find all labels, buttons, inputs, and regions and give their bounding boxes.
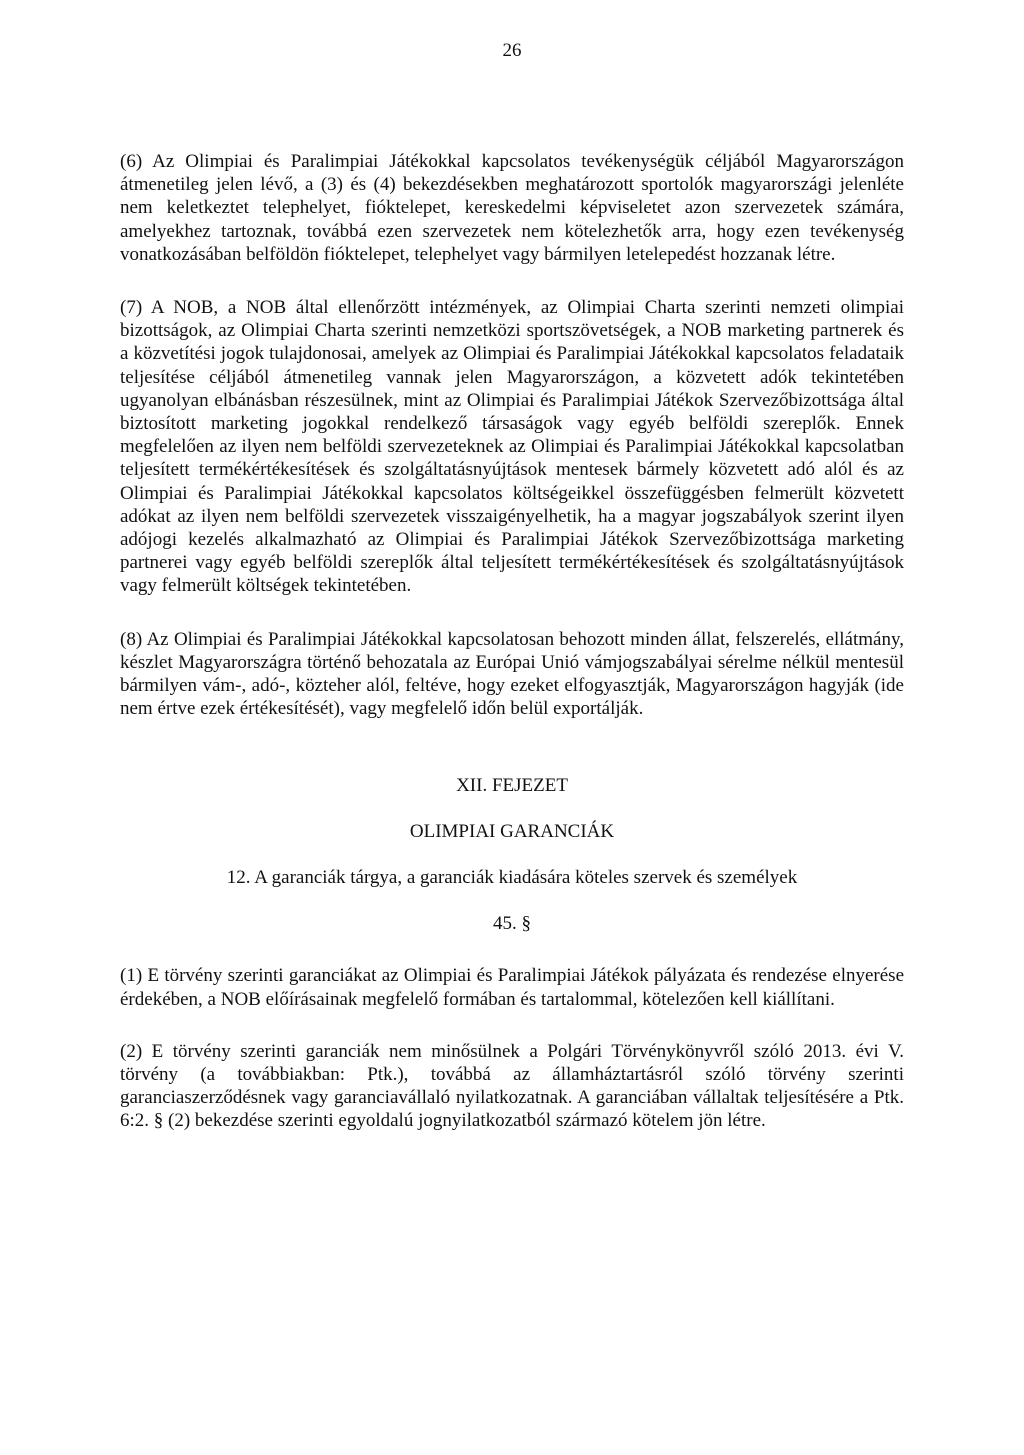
- chapter-subtitle: 12. A garanciák tárgya, a garanciák kiadására köteles szervek és személyek: [226, 867, 798, 889]
- chapter-number: XII. FEJEZET: [456, 775, 568, 797]
- paragraph-7: (7) A NOB, a NOB által ellenőrzött intézmények, az Olimpiai Charta szerinti nemzeti olimpiai bizottságok, az Olimpiai Charta szerinti nemzetközi sportszövetségek, a NOB marketing partnerek és a közvetítési jogok tulajdonosai, amelyek az Olimpiai és Paralimpiai Játékokkal kapcsolatos feladataik teljesítése céljából átmenetileg vannak jelen Magyarországon, a közvetett adók tekintetében ugyanolyan elbánásban részesülnek, mint az Olimpiai és Paralimpiai Játékok Szervezőbizottsága által biztosított marketing jogokkal rendelkező társaságok vagy egyéb belföldi szereplők. Ennek megfelelően az ilyen nem belföldi szervezeteknek az Olimpiai és Paralimpiai Játékokkal kapcsolatban teljesített termékértékesítések és szolgáltatásnyújtások mentesek bármely közvetett adó alól és az Olimpiai és Paralimpiai Játékokkal kapcsolatos költségeikkel összefüggésben felmerült közvetett adókat az ilyen nem belföldi szervezetek visszaigényelhetik, ha a magyar jogszabályok szerint ilyen adójogi kezelés alkalmazható az Olimpiai és Paralimpiai Játékok Szervezőbizottsága marketing partnerei vagy egyéb belföldi szereplők által teljesített termékértékesítések és szolgáltatásnyújtások vagy felmerült költségek tekintetében.: [120, 297, 904, 597]
- page-number: 26: [502, 40, 522, 61]
- section-paragraph-1: (1) E törvény szerinti garanciákat az Olimpiai és Paralimpiai Játékok pályázata és rendezése elnyerése érdekében, a NOB előírásainak megfelelő formában és tartalommal, kötelezően kell kiállítani.: [120, 965, 904, 1010]
- paragraph-6: (6) Az Olimpiai és Paralimpiai Játékokkal kapcsolatos tevékenységük céljából Magyarországon átmenetileg jelen lévő, a (3) és (4) bekezdésekben meghatározott sportolók magyarországi jelenléte nem keletkeztet telephelyet, fióktelepet, kereskedelmi képviseletet azon szervezetek számára, amelyekhez tartoznak, továbbá ezen szervezetek nem kötelezhetők arra, hogy ezen tevékenység vonatkozásában belföldön fióktelepet, telephelyet vagy bármilyen letelepedést hozzanak létre.: [120, 151, 904, 265]
- paragraph-8: (8) Az Olimpiai és Paralimpiai Játékokkal kapcsolatosan behozott minden állat, felszerelés, ellátmány, készlet Magyarországra történő behozatala az Európai Unió vámjogszabályai sérelme nélkül mentesül bármilyen vám-, adó-, közteher alól, feltéve, hogy ezeket elfogyasztják, Magyarországon hagyják (ide nem értve ezek értékesítését), vagy megfelelő időn belül exportálják.: [120, 628, 904, 720]
- document-body: [120, 150, 904, 1133]
- section-paragraph-2: (2) E törvény szerinti garanciák nem minősülnek a Polgári Törvénykönyvről szóló 2013. évi V. törvény (a továbbiakban: Ptk.), továbbá az államháztartásról szóló törvény szerinti garanciaszerződésnek vagy garanciavállaló nyilatkozatnak. A garanciában vállaltak teljesítésére a Ptk. 6:2. § (2) bekezdése szerinti egyoldalú jognyilatkozatból származó kötelem jön létre.: [120, 1040, 904, 1132]
- section-number: 45. §: [493, 913, 531, 935]
- chapter-title: OLIMPIAI GARANCIÁK: [409, 821, 615, 843]
